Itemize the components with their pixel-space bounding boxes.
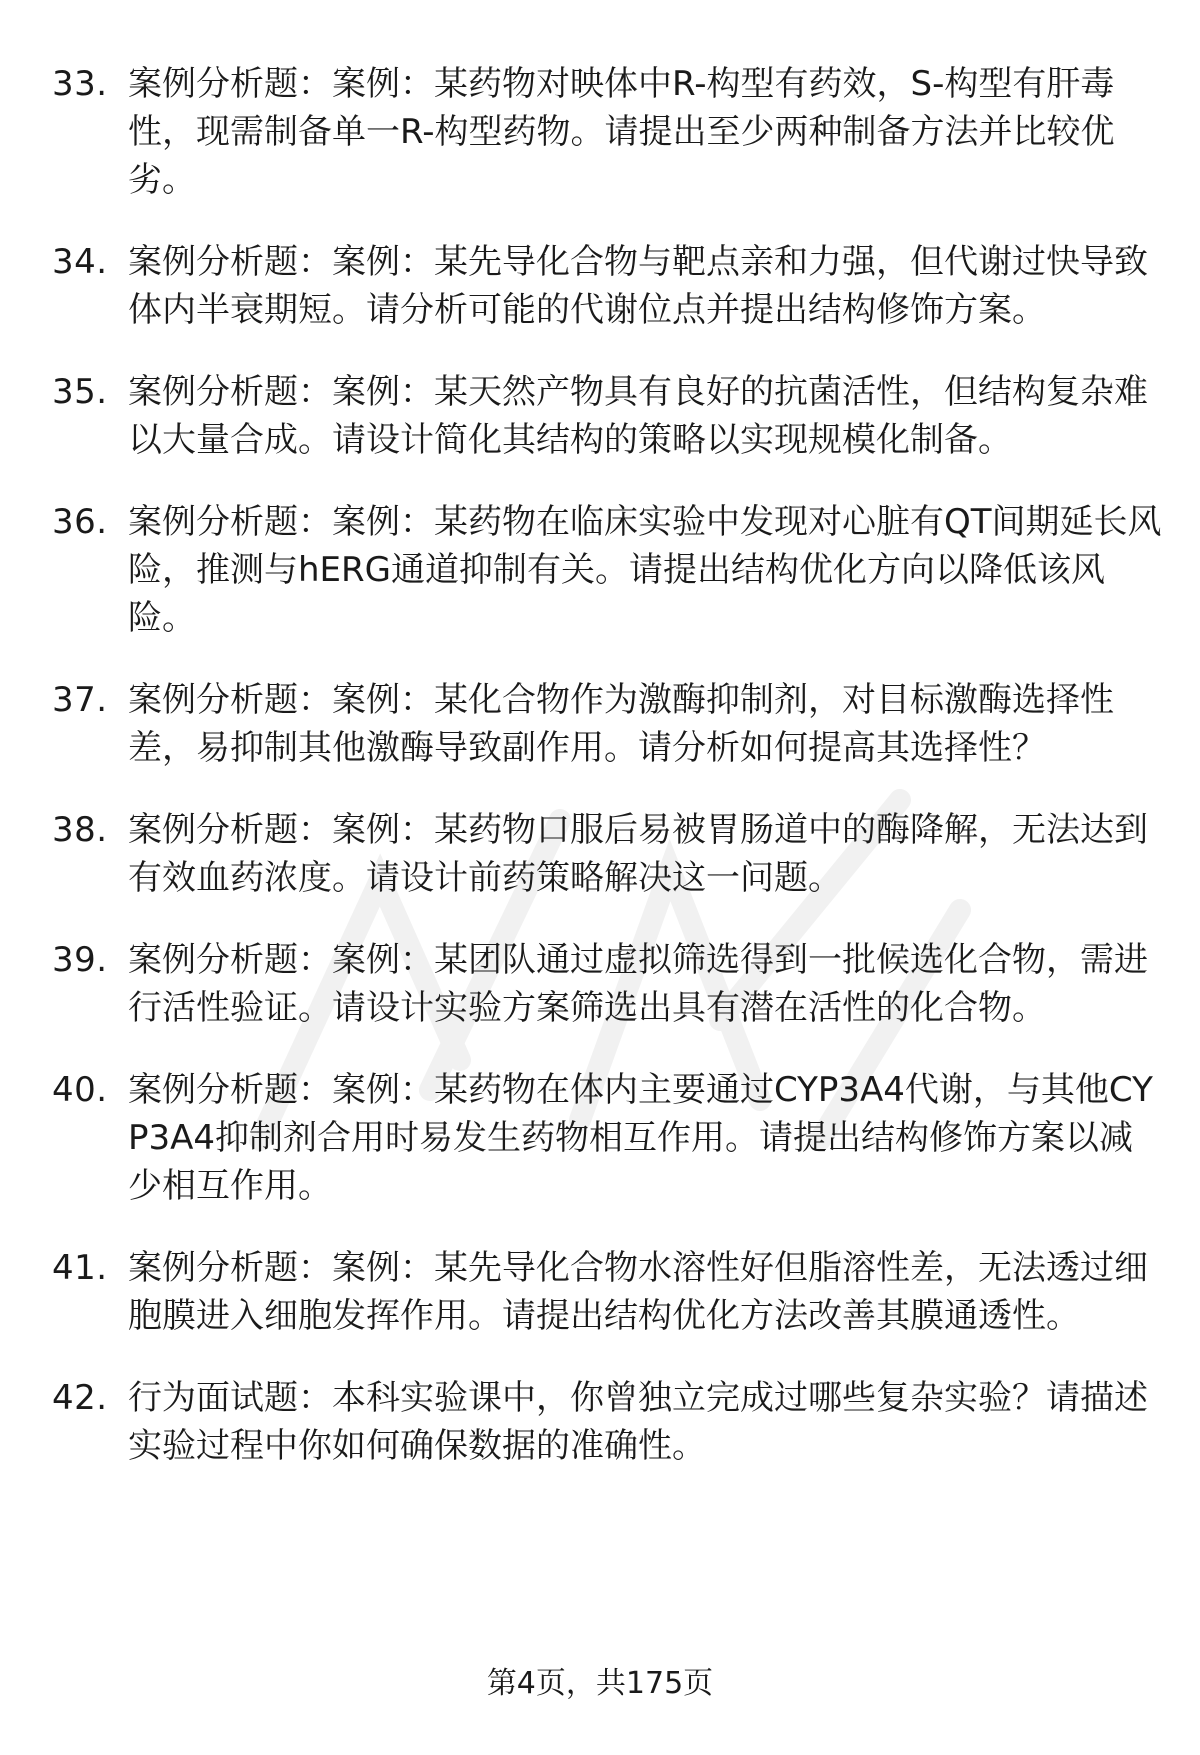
question-number: 40. (52, 1070, 108, 1110)
question-text: 案例分析题：案例：某先导化合物与靶点亲和力强，但代谢过快导致体内半衰期短。请分析可能的代谢位点并提出结构修饰方案。 (128, 242, 1148, 330)
question-number: 42. (52, 1378, 108, 1418)
question-number: 34. (52, 242, 108, 282)
question-item (52, 368, 1162, 464)
question-text: 案例分析题：案例：某药物在体内主要通过CYP3A4代谢，与其他CYP3A4抑制剂合用时易发生药物相互作用。请提出结构修饰方案以减少相互作用。 (128, 1070, 1153, 1206)
page-number-footer: 第4页，共175页 (486, 1666, 714, 1701)
question-text: 行为面试题：本科实验课中，你曾独立完成过哪些复杂实验？请描述实验过程中你如何确保数据的准确性。 (128, 1378, 1148, 1466)
question-item (52, 498, 1162, 642)
question-text: 案例分析题：案例：某药物口服后易被胃肠道中的酶降解，无法达到有效血药浓度。请设计前药策略解决这一问题。 (128, 810, 1148, 898)
question-number: 38. (52, 810, 108, 850)
question-text: 案例分析题：案例：某先导化合物水溶性好但脂溶性差，无法透过细胞膜进入细胞发挥作用。请提出结构优化方法改善其膜通透性。 (128, 1248, 1148, 1336)
question-number: 41. (52, 1248, 108, 1288)
question-number: 37. (52, 680, 108, 720)
question-item (52, 1374, 1162, 1470)
question-text: 案例分析题：案例：某团队通过虚拟筛选得到一批候选化合物，需进行活性验证。请设计实验方案筛选出具有潜在活性的化合物。 (128, 940, 1148, 1028)
question-text: 案例分析题：案例：某药物在临床实验中发现对心脏有QT间期延长风险，推测与hERG通道抑制有关。请提出结构优化方向以降低该风险。 (128, 502, 1162, 638)
question-text: 案例分析题：案例：某药物对映体中R-构型有药效，S-构型有肝毒性，现需制备单一R-构型药物。请提出至少两种制备方法并比较优劣。 (128, 64, 1115, 200)
question-item (52, 60, 1162, 204)
question-list (52, 60, 1162, 1504)
question-item (52, 806, 1162, 902)
question-item (52, 238, 1162, 334)
question-number: 35. (52, 372, 108, 412)
question-item (52, 1244, 1162, 1340)
question-number: 39. (52, 940, 108, 980)
question-number: 36. (52, 502, 108, 542)
question-number: 33. (52, 64, 108, 104)
question-item (52, 676, 1162, 772)
question-item (52, 936, 1162, 1032)
question-text: 案例分析题：案例：某化合物作为激酶抑制剂，对目标激酶选择性差，易抑制其他激酶导致副作用。请分析如何提高其选择性？ (128, 680, 1114, 768)
question-text: 案例分析题：案例：某天然产物具有良好的抗菌活性，但结构复杂难以大量合成。请设计简化其结构的策略以实现规模化制备。 (128, 372, 1148, 460)
question-item (52, 1066, 1162, 1210)
